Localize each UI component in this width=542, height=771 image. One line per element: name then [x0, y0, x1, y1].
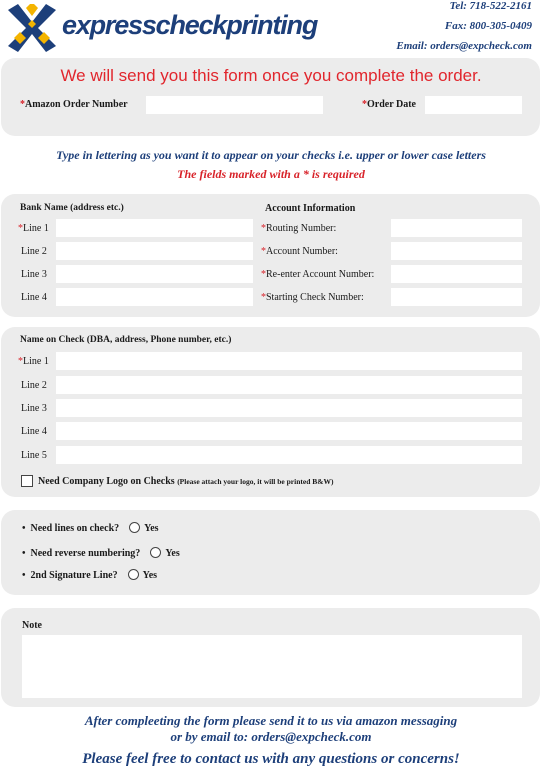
form-headline: We will send you this form once you complete the order.	[60, 66, 482, 85]
note-textarea[interactable]	[22, 635, 522, 698]
bank-line-3-field[interactable]	[56, 265, 253, 283]
name-line-5-field[interactable]	[56, 446, 522, 464]
name-line-4-field[interactable]	[56, 422, 522, 440]
required-note: The fields marked with a * is required	[177, 167, 365, 181]
bank-line-1-label: *Line 1	[18, 223, 49, 234]
option-reverse-radio[interactable]	[150, 547, 161, 558]
logo-note: (Please attach your logo, it will be printed B&W)	[177, 477, 334, 486]
name-line-3-label: Line 3	[21, 403, 47, 414]
routing-number-label: *Routing Number:	[261, 223, 337, 234]
account-number-label: *Account Number:	[261, 246, 338, 257]
name-line-4-label: Line 4	[21, 426, 47, 437]
bank-line-4-label: Line 4	[21, 292, 47, 303]
email-text: Email: orders@expcheck.com	[396, 40, 532, 52]
starting-check-label: *Starting Check Number:	[261, 292, 364, 303]
name-line-2-label: Line 2	[21, 380, 47, 391]
brand-logo	[6, 4, 318, 52]
account-number-field[interactable]	[391, 242, 522, 260]
name-on-check-title: Name on Check (DBA, address, Phone number, etc.)	[20, 335, 232, 345]
name-line-1-field[interactable]	[56, 352, 522, 370]
footer-line-1: After compleeting the form please send it to us via amazon messaging	[84, 713, 458, 728]
phone-text: Tel: 718-522-2161	[449, 0, 532, 12]
bank-line-2-field[interactable]	[56, 242, 253, 260]
fax-text: Fax: 800-305-0409	[444, 20, 532, 32]
amazon-order-field[interactable]	[146, 96, 323, 114]
name-line-3-field[interactable]	[56, 399, 522, 417]
note-label: Note	[22, 620, 42, 631]
option-lines: • Need lines on check? Yes	[22, 523, 159, 534]
routing-number-field[interactable]	[391, 219, 522, 237]
account-info-title: Account Information	[265, 203, 356, 214]
reenter-account-field[interactable]	[391, 265, 522, 283]
option-lines-radio[interactable]	[129, 522, 140, 533]
bank-line-2-label: Line 2	[21, 246, 47, 257]
bank-line-3-label: Line 3	[21, 269, 47, 280]
order-date-label: *Order Date	[362, 99, 416, 110]
bank-line-1-field[interactable]	[56, 219, 253, 237]
name-line-1-label: *Line 1	[18, 356, 49, 367]
name-line-2-field[interactable]	[56, 376, 522, 394]
footer-line-2: or by email to: orders@expcheck.com	[170, 729, 372, 744]
name-line-5-label: Line 5	[21, 450, 47, 461]
instructions-text: Type in lettering as you want it to appear on your checks i.e. upper or lower case letters	[56, 148, 486, 162]
footer-line-3: Please feel free to contact us with any questions or concerns!	[82, 751, 460, 767]
logo-checkbox-label: Need Company Logo on Checks (Please attach your logo, it will be printed B&W)	[38, 476, 334, 487]
bank-name-title: Bank Name (address etc.)	[20, 203, 124, 213]
option-signature-line: • 2nd Signature Line? Yes	[22, 570, 158, 581]
brand-name: expresscheckprinting	[62, 10, 318, 40]
order-date-field[interactable]	[425, 96, 522, 114]
amazon-order-label: *Amazon Order Number	[20, 99, 128, 110]
bank-line-4-field[interactable]	[56, 288, 253, 306]
reenter-account-label: *Re-enter Account Number:	[261, 269, 375, 280]
logo-mark-icon	[6, 4, 60, 52]
option-reverse-numbering: • Need reverse numbering? Yes	[22, 548, 180, 559]
logo-checkbox[interactable]	[21, 475, 33, 487]
option-signature-radio[interactable]	[128, 569, 139, 580]
starting-check-field[interactable]	[391, 288, 522, 306]
